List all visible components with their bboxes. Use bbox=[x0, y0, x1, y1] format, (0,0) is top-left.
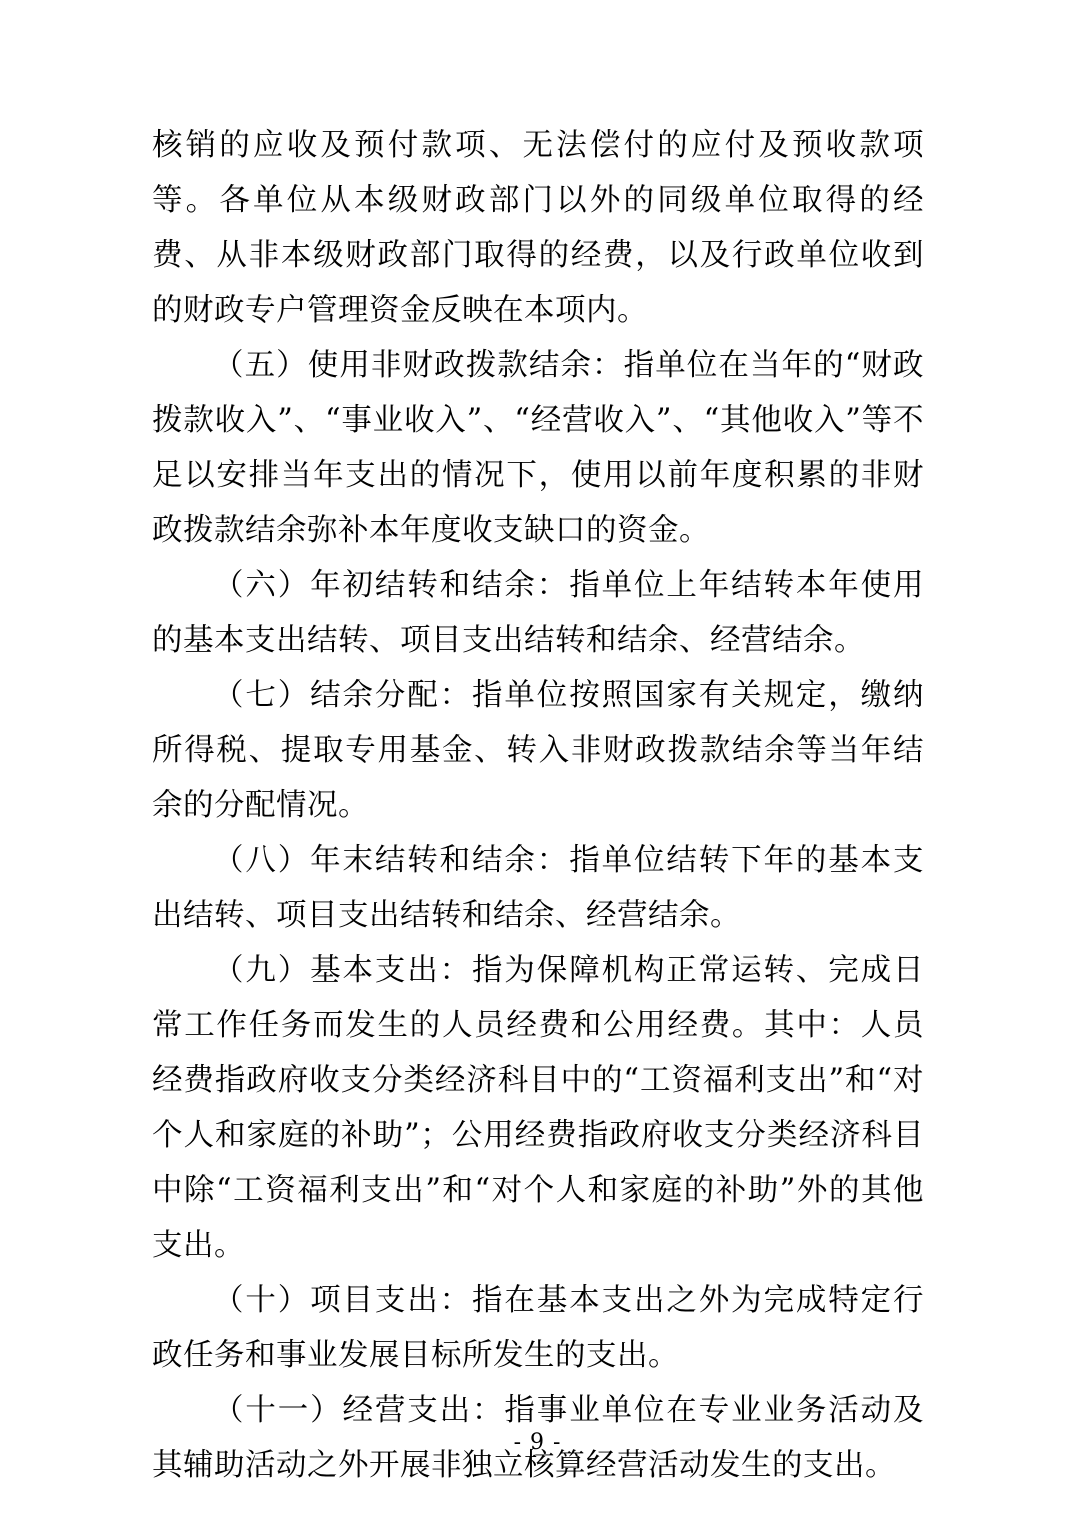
page-body bbox=[152, 118, 924, 1493]
paragraph: （九）基本支出：指为保障机构正常运转、完成日常工作任务而发生的人员经费和公用经费。其中：人员经费指政府收支分类经济科目中的“工资福利支出”和“对个人和家庭的补助”；公用经费指政府收支分类经济科目中除“工资福利支出”和“对个人和家庭的补助”外的其他支出。 bbox=[152, 953, 924, 1263]
paragraph: （十一）经营支出：指事业单位在专业业务活动及其辅助活动之外开展非独立核算经营活动发生的支出。 bbox=[152, 1393, 924, 1483]
paragraph: （七）结余分配：指单位按照国家有关规定，缴纳所得税、提取专用基金、转入非财政拨款结余等当年结余的分配情况。 bbox=[152, 678, 924, 823]
paragraph: （六）年初结转和结余：指单位上年结转本年使用的基本支出结转、项目支出结转和结余、经营结余。 bbox=[152, 568, 924, 658]
paragraph: 核销的应收及预付款项、无法偿付的应付及预收款项等。各单位从本级财政部门以外的同级单位取得的经费、从非本级财政部门取得的经费，以及行政单位收到的财政专户管理资金反映在本项内。 bbox=[152, 128, 924, 328]
page-number: - 9 - bbox=[513, 1430, 562, 1455]
paragraph: （十）项目支出：指在基本支出之外为完成特定行政任务和事业发展目标所发生的支出。 bbox=[152, 1283, 924, 1373]
paragraph: （八）年末结转和结余：指单位结转下年的基本支出结转、项目支出结转和结余、经营结余。 bbox=[152, 843, 924, 933]
paragraph: （五）使用非财政拨款结余：指单位在当年的“财政拨款收入”、“事业收入”、“经营收入”、“其他收入”等不足以安排当年支出的情况下，使用以前年度积累的非财政拨款结余弥补本年度收支缺口的资金。 bbox=[152, 348, 924, 548]
